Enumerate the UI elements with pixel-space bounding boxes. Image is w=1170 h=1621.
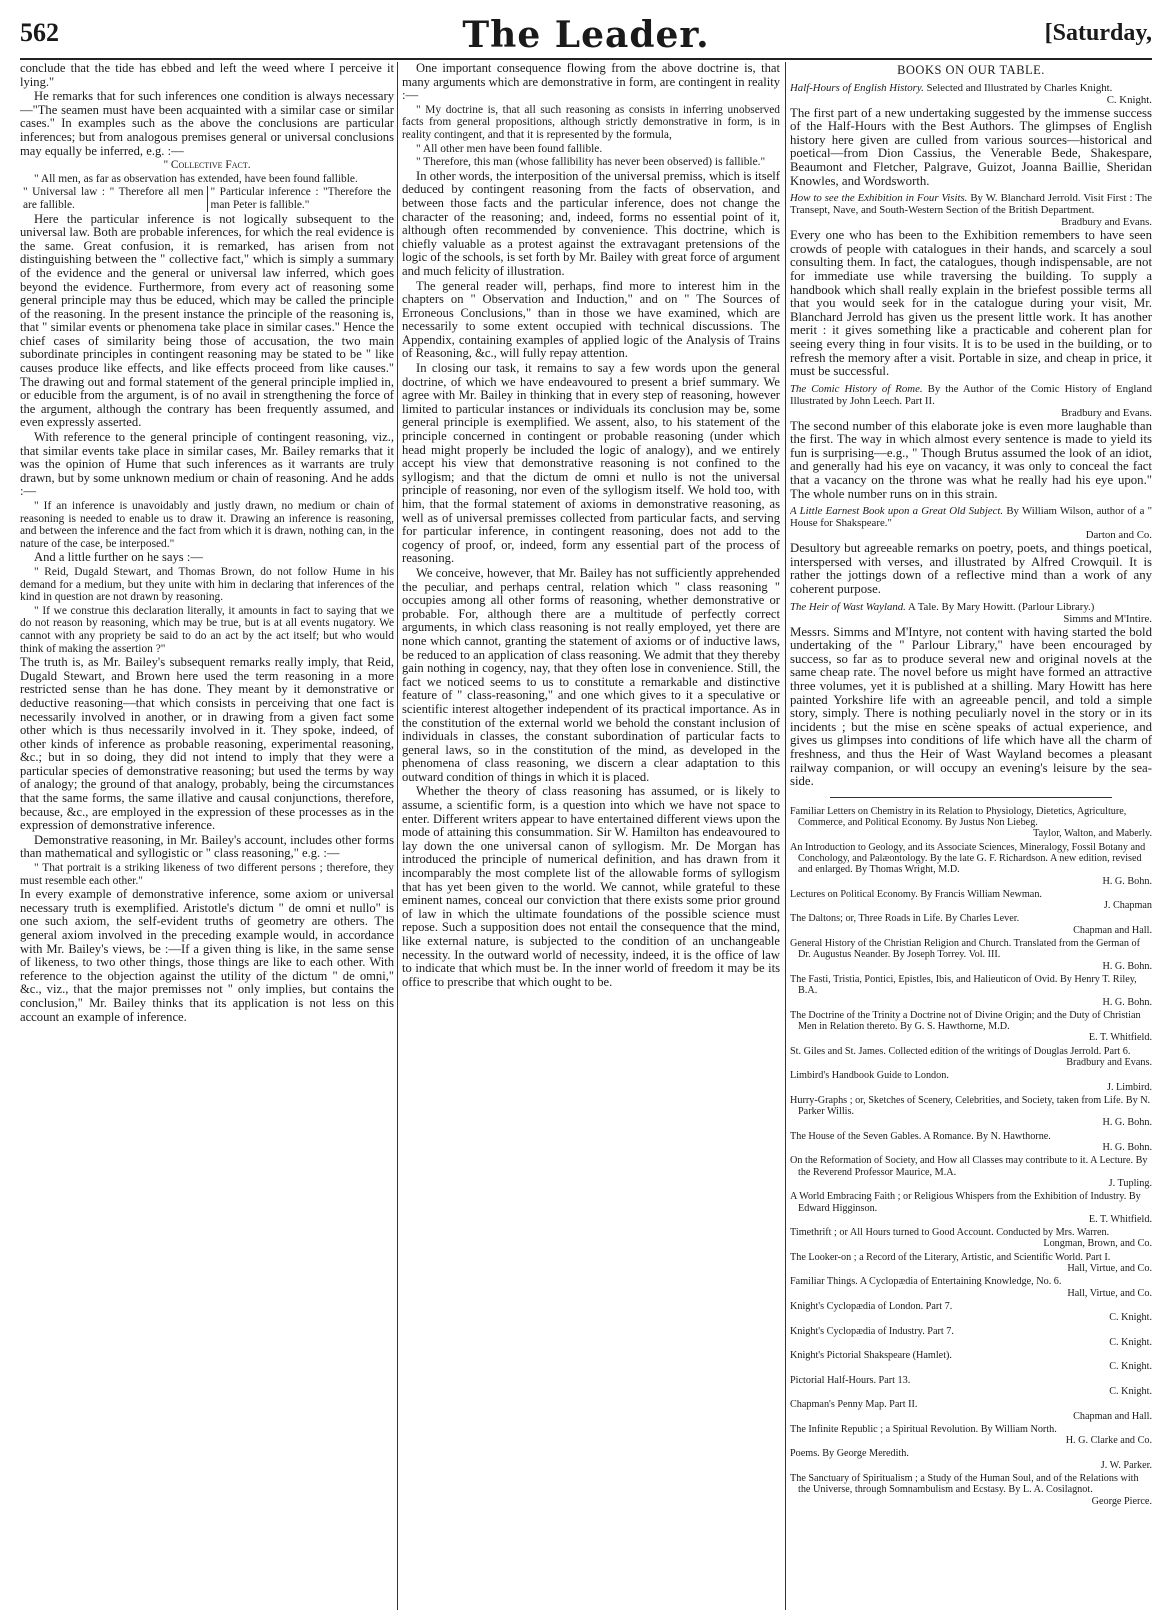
list-item-text: Limbird's Handbook Guide to London.	[790, 1070, 949, 1082]
column-2	[402, 62, 780, 1610]
book-body: Messrs. Simms and M'Intyre, not content with having started the bold undertaking of the " Parlour Library," have been encouraged by success, so far as to produce several new and original novels at the same cheap rate. The novel before us might have formed an attractive three volumes, yet it is published at a shilling. Mary Howitt has here painted Yorkshire life with an agreeable pencil, and told a simple story, simply. There is nothing peculiarly novel in the story or in its incidents ; but the mise en scène speaks of actual experience, and gives us glimpses into conditions of life which have all the charm of freshness, and thus the Heir of Wast Wayland becomes a pleasant railway companion, or will occupy an evening's leisure by the sea-side.	[790, 624, 1152, 789]
list-item-publisher: H. G. Clarke and Co.	[1065, 1435, 1152, 1447]
paragraph: One important consequence flowing from the above doctrine is, that many arguments which are demonstrative in form, are contingent in reality :—	[402, 62, 780, 103]
list-item-publisher: E. T. Whitfield.	[1088, 1032, 1152, 1044]
list-item-publisher: J. Tupling.	[1108, 1177, 1152, 1189]
list-item	[790, 1448, 1152, 1471]
list-item-text: Knight's Cyclopædia of Industry. Part 7.	[790, 1325, 954, 1337]
paragraph: The truth is, as Mr. Bailey's subsequent remarks really imply, that Reid, Dugald Stewart, and Brown here used the term reasoning in a more restricted sense than he has done. They meant by it demonstrative or deductive reasoning—that which consists in perceiving that one fact is necessarily involved in another, or in drawing from a given fact some other which is thus necessarily involved in it. They spoke, indeed, of other kinds of inference as probable reasoning, experimental reasoning, &c.; but in so doing, they did not intend to imply that they were a particular species of demonstrative reasoning; but used the terms by way of analogy; the ground of that analogy, probably, being the circumstances that the same forms, the same illative and causal conjunctions, therefore, because, &c., are employed in the expression of these processes as in the expression of demonstrative inference.	[20, 655, 394, 833]
list-item	[790, 1424, 1152, 1447]
dateline: [Saturday,	[1044, 20, 1152, 46]
two-column-quote	[20, 186, 394, 211]
list-item-text: Poems. By George Meredith.	[790, 1448, 909, 1460]
book-detail: By the Author of the Comic History of England Illustrated by John Leech. Part II.	[790, 382, 1152, 407]
list-item-text: Knight's Cyclopædia of London. Part 7.	[790, 1300, 953, 1312]
list-item-text: A World Embracing Faith ; or Religious Whispers from the Exhibition of Industry. By Edward Higginson.	[790, 1191, 1141, 1214]
quote-heading: " Collective Fact.	[163, 159, 251, 172]
list-item-publisher: H. G. Bohn.	[1102, 875, 1152, 887]
list-item-publisher: E. T. Whitfield.	[1088, 1213, 1152, 1225]
list-item-text: Familiar Things. A Cyclopædia of Entertaining Knowledge, No. 6.	[790, 1276, 1062, 1288]
list-item-text: An Introduction to Geology, and its Associate Sciences, Mineralogy, Fossil Botany and Conchology, and Palæontology. By the late G. F. Richardson. A new edition, revised and enlarged. By Thomas Wright, M.D.	[790, 841, 1146, 876]
list-item-text: Familiar Letters on Chemistry in its Relation to Physiology, Dietetics, Agriculture, Commerce, and Political Economy. By Justus Non Liebeg.	[790, 805, 1127, 829]
paragraph: Whether the theory of class reasoning has assumed, or is likely to assume, a scientific form, is a question into which we have not space to enter. Different writers appear to have entertained different views upon the mode of attaining this consummation. Sir W. Hamilton has endeavoured to lay down the one universal canon of syllogism. Mr. De Morgan has introduced the principle of numerical definition, and has drawn from it incomparably the most complete list of the allowable forms of syllogism that has yet been given to the world. We cannot, while grateful to these eminent names, conceal our conviction that there exists some prior ground of law in which the ultimate foundations of the possible science must repose. Such a supposition does not entail the consequence that the mind, like external nature, is subjected to the condition of an unchangeable necessity. In the outward world of necessity, indeed, it is the office of law to indicate that which must be. In the inner world of freedom it may be its office to prescribe that which ought to be.	[402, 784, 780, 989]
list-item-text: The Infinite Republic ; a Spiritual Revolution. By William North.	[790, 1423, 1057, 1435]
book-detail: A Tale. By Mary Howitt. (Parlour Library.)	[907, 600, 1095, 613]
book-publisher: Bradbury and Evans.	[1061, 216, 1152, 229]
book-review	[790, 505, 1152, 596]
book-publisher: Simms and M'Intire.	[1063, 612, 1152, 625]
list-item	[790, 1326, 1152, 1349]
paragraph: And a little further on he says :—	[34, 550, 203, 565]
list-item-publisher: J. W. Parker.	[1100, 1459, 1152, 1471]
list-item-text: St. Giles and St. James. Collected edition of the writings of Douglas Jerrold. Part 6.	[790, 1045, 1131, 1057]
list-item-text: Pictorial Half-Hours. Part 13.	[790, 1374, 911, 1386]
list-item-publisher: J. Chapman	[1103, 900, 1152, 912]
list-item-publisher: Chapman and Hall.	[1073, 924, 1152, 936]
book-detail: By William Wilson, author of a " House for Shakspeare."	[790, 505, 1152, 530]
page-number: 562	[20, 18, 59, 47]
list-item	[790, 938, 1152, 972]
book-detail: By W. Blanchard Jerrold. Visit First : The Transept, Nave, and South-Western Section of the British Department.	[790, 192, 1152, 217]
list-item	[790, 1473, 1152, 1507]
list-item-publisher: George Pierce.	[1091, 1495, 1152, 1507]
book-title: The Heir of Wast Wayland.	[790, 600, 906, 613]
list-item-publisher: J. Limbird.	[1107, 1081, 1152, 1093]
quote: " If an inference is unavoidably and justly drawn, no medium or chain of reasoning is needed to enable us to draw it. Drawing an inference is reasoning, and between the inference and the fact from which it is drawn, nothing can, in the nature of the case, be interposed."	[20, 500, 394, 550]
paragraph: He remarks that for such inferences one condition is always necessary—"The seamen must have been acquainted with a similar case or similar cases." In examples such as the above the conclusions are particular inferences; but from analogous premises general or universal conclusions may equally be inferred, e.g. :—	[20, 89, 394, 158]
list-item-text: Knight's Pictorial Shakspeare (Hamlet).	[790, 1350, 952, 1362]
list-item-publisher: H. G. Bohn.	[1102, 960, 1152, 972]
book-detail: Selected and Illustrated by Charles Knight.	[926, 81, 1113, 94]
quote: " My doctrine is, that all such reasoning as consists in inferring unobserved facts from general propositions, although strictly demonstrative in form, is in reality contingent, and that it is represented by the formula,	[402, 103, 780, 141]
list-item-publisher: H. G. Bohn.	[1102, 996, 1152, 1008]
masthead-title: The Leader.	[462, 14, 710, 56]
list-item-text: Timethrift ; or All Hours turned to Good Account. Conducted by Mrs. Warren.	[790, 1227, 1110, 1239]
book-publisher: Bradbury and Evans.	[1061, 406, 1152, 419]
list-item	[790, 842, 1152, 887]
book-title: Half-Hours of English History.	[790, 81, 924, 94]
column-1	[20, 62, 394, 1610]
particular-inference-box: " Particular inference : "Therefore the man Peter is fallible."	[207, 186, 395, 211]
list-item	[790, 1350, 1152, 1373]
list-item	[790, 1191, 1152, 1225]
list-item-publisher: Hall, Virtue, and Co.	[1067, 1263, 1152, 1275]
quote: " All other men have been found fallible.	[416, 142, 603, 155]
list-item-publisher: C. Knight.	[1109, 1312, 1152, 1324]
paragraph: Demonstrative reasoning, in Mr. Bailey's account, includes other forms than mathematical and syllogistic or " class reasoning," e.g. :—	[20, 832, 394, 861]
paragraph: We conceive, however, that Mr. Bailey has not sufficiently apprehended the peculiar, and perhaps central, relation which " class reasoning " occupies among all other forms of reasoning, whether demonstrative or probable. For, although there are a multitude of perfectly correct arguments, in which class reasoning is not really employed, yet there are none which cannot, granting the statement of axioms or of inductive laws, be reduced to an application of class reasoning. We admit that they thereby gain nothing in cogency, nay, that they often lose in convenience. Still, the fact we noticed seems to us to constitute a remarkable and distinctive feature of " class-reasoning," and one which gives to it a speculative or scientific interest altogether independent of its practical importance. As in the constitution of the external world we behold the constant inclusion of individuals in classes, the constant subordination of particular facts to general laws, so in the constitution of the mind, as developed in the phenomena of class reasoning, we discern a clear adaptation to this outward condition of things in which it is placed.	[402, 565, 780, 784]
list-item-publisher: C. Knight.	[1109, 1386, 1152, 1397]
list-item-publisher: Taylor, Walton, and Maberly.	[1033, 828, 1152, 840]
book-publisher: Darton and Co.	[1085, 529, 1152, 542]
list-item-publisher: H. G. Bohn.	[1102, 1117, 1152, 1129]
book-review	[790, 82, 1152, 189]
paragraph: In every example of demonstrative inference, some axiom or universal necessary truth is exemplified. Aristotle's dictum " de omni et nullo" is one such axiom, the self-evident truths of geometry are others. The general axiom involved in the preceding example would, in accordance with Mr. Bailey's views, be :—If a given thing is like, in the same sense of likeness, to two other things, those things are like to each other. With reference to the objection against the utility of the dictum " de omni," &c., viz., that the major premisses not " only implies, but contains the conclusion," Mr. Bailey thinks that its application is not less on this account an example of inference.	[20, 887, 394, 1024]
list-item-text: Hurry-Graphs ; or, Sketches of Scenery, Celebrities, and Society, taken from Life. By N. Parker Willis.	[790, 1094, 1151, 1118]
book-body: The first part of a new undertaking suggested by the immense success of the Half-Hours with the Best Authors. The glimpses of English history here given are culled from various sources—historical and poetical—from Dion Cassius, the Venerable Bede, Shakespare, Beaumont and Fletcher, Palgrave, Guizot, Joanna Baillie, Sheridan Knowles, and Wordsworth.	[790, 105, 1152, 188]
page-header	[20, 14, 1152, 56]
column-divider	[397, 62, 398, 1610]
book-publisher: C. Knight.	[1106, 93, 1152, 106]
book-review	[790, 192, 1152, 379]
books-received-list	[790, 806, 1152, 1507]
list-item	[790, 806, 1152, 840]
header-rule	[20, 58, 1152, 60]
list-item-publisher: C. Knight.	[1109, 1361, 1152, 1373]
list-item	[790, 1276, 1152, 1299]
book-body: Every one who has been to the Exhibition remembers to have seen crowds of people with catalogues in their hands, and scarcely a soul consulting them. In fact, the catalogues, though indispensable, are not for immediate use while traversing the building. To supply a handbook which shall really explain in the briefest possible terms all that you would seek for in the catalogue during your visit, Mr. Blanchard Jerrold has given us the present little work. It has another merit : it gives something like a practicable and coherent plan for seeing every thing in four visits. It is to be used in the building, or to refresh the memory after a visit. Portable in size, and cheap in price, it must be successful.	[790, 228, 1152, 379]
list-item-text: The Fasti, Tristia, Pontici, Epistles, Ibis, and Halieuticon of Ovid. By Henry T. Riley, B.A.	[790, 973, 1137, 997]
book-title: How to see the Exhibition in Four Visits.	[790, 192, 968, 205]
book-body: The second number of this elaborate joke is even more laughable than the first. The way in which almost every sentence is made to yield its fun is surprising—e.g., " Though Brutus assumed the look of an idiot, and generally had his eye on vacancy, it was only to conceal the fact that a vacancy on the throne was what he really had his eye upon." The whole number runs on in this strain.	[790, 418, 1152, 501]
paragraph: With reference to the general principle of contingent reasoning, viz., that similar events take place in similar cases, Mr. Bailey remarks that it was the opinion of Hume that such inferences as it warrants are truly drawn, but by some unknown medium or chain of reasoning. And he adds :—	[20, 430, 394, 499]
list-item	[790, 1070, 1152, 1093]
list-item	[790, 1399, 1152, 1422]
list-item	[790, 1046, 1152, 1069]
column-3	[790, 62, 1152, 1610]
column-divider	[785, 62, 786, 1610]
list-item	[790, 1095, 1152, 1129]
book-title: The Comic History of Rome.	[790, 382, 923, 395]
paragraph: The general reader will, perhaps, find more to interest him in the chapters on " Observation and Induction," and on " The Sources of Erroneous Conclusions," than in those we have examined, which are necessarily to some extent occupied with technical discussions. The Appendix, containing examples of applied logic of the Analysis of Trains of Reasoning, &c., will fully repay attention.	[402, 278, 780, 361]
list-item-text: The Sanctuary of Spiritualism ; a Study of the Human Soul, and of the Relations with the Universe, through Somnambulism and Ecstasy. By L. A. Cosilagnot.	[790, 1473, 1139, 1496]
list-item	[790, 1227, 1152, 1250]
paragraph: conclude that the tide has ebbed and left the weed where I perceive it lying."	[20, 62, 394, 89]
book-body: Desultory but agreeable remarks on poetry, poets, and things poetical, interspersed with verses, and illustrated by Alfred Crowquil. It is rather the jottings down of a reflective mind than a work of any coherent purpose.	[790, 541, 1152, 597]
list-item-publisher: H. G. Bohn.	[1102, 1142, 1152, 1154]
list-item	[790, 913, 1152, 936]
list-item	[790, 1155, 1152, 1189]
list-item-publisher: Longman, Brown, and Co.	[1043, 1238, 1152, 1250]
quote: " If we construe this declaration literally, it amounts in fact to saying that we do not reason by reasoning, which may be true, but is at all events nugatory. We cannot with any propriety be said to do an act by the act itself; but who would think of making the assertion ?"	[20, 604, 394, 655]
list-item-text: Chapman's Penny Map. Part II.	[790, 1399, 918, 1411]
list-item	[790, 889, 1152, 912]
list-item-text: The Daltons; or, Three Roads in Life. By Charles Lever.	[790, 913, 1020, 925]
paragraph: In closing our task, it remains to say a few words upon the general doctrine, of which we have endeavoured to present a brief summary. We agree with Mr. Bailey in thinking that in every step of reasoning, however limited to particular instances or individuals its conclusion may be, some general principle is exemplified. We assent, also, to his statement of the principle concerned in contingent or probable reasoning (under which head might properly be included the logic of analogy), and we entirely accept his view that demonstrative reasoning is not confined to the syllogism; and that the dictum de omni et nullo is not the universal principle of reasoning, nor even of the syllogism itself. We hold too, with him, that the formal statement of axioms in demonstrative reasoning, as well as of universal premisses collected from particular facts, and serving for particular inference, in contingent reasoning, does not add to the cogency of proof, or, indeed, form any essential part of the process of reasoning.	[402, 361, 780, 566]
list-item-publisher: Chapman and Hall.	[1073, 1410, 1152, 1422]
list-item-text: The Doctrine of the Trinity a Doctrine not of Divine Origin; and the Duty of Christian Men in Relation thereto. By G. S. Hawthorne, M.D.	[790, 1009, 1141, 1033]
list-item	[790, 1301, 1152, 1324]
paragraph: Here the particular inference is not logically subsequent to the universal law. Both are probable inferences, for which the real evidence is the same. Great confusion, it is remarked, has arisen from not distinguishing between the " collective fact," which is simply a summary of the evidence and the general or universal law inferred, which goes beyond the evidence. Furthermore, from every act of reasoning some general principle may thus be educed, which may be called the principle of the reasoning. In the present instance the principle of the reasoning is, that " similar events or phenomena take place in similar cases." Hence the chief cases of similarity being those of accusation, the two main subordinate principles in contingent reasoning may be stated to be " like causes produce like effects, and like effects proceed from like causes." The drawing out and formal statement of the general principle implied in, or educible from the argument, is of no avail in strengthening the force of the argument, although the contrary has been frequently assumed, and even expressly asserted.	[20, 211, 394, 430]
list-item	[790, 1375, 1152, 1398]
book-review	[790, 383, 1152, 502]
list-item-text: On the Reformation of Society, and How all Classes may contribute to it. A Lecture. By the Reverend Professor Maurice, M.A.	[790, 1155, 1148, 1178]
list-item	[790, 974, 1152, 1008]
quote: " Reid, Dugald Stewart, and Thomas Brown, do not follow Hume in his demand for a medium, but they unite with him in declaring that inferences of the kind in question are not drawn by reasoning.	[20, 565, 394, 604]
list-item-text: Lectures on Political Economy. By Francis William Newman.	[790, 888, 1042, 900]
book-title: A Little Earnest Book upon a Great Old Subject.	[790, 505, 1004, 518]
list-item-publisher: C. Knight.	[1109, 1336, 1152, 1348]
list-item	[790, 1010, 1152, 1044]
quote: " All men, as far as observation has extended, have been found fallible.	[34, 172, 358, 185]
list-item-text: The Looker-on ; a Record of the Literary, Artistic, and Scientific World. Part I.	[790, 1251, 1111, 1263]
quote: " Therefore, this man (whose fallibility has never been observed) is fallible."	[416, 156, 766, 169]
book-review	[790, 601, 1152, 789]
section-rule	[830, 797, 1112, 798]
list-item	[790, 1252, 1152, 1275]
list-item	[790, 1131, 1152, 1154]
list-item-text: The House of the Seven Gables. A Romance. By N. Hawthorne.	[790, 1130, 1051, 1142]
universal-law-box: " Universal law : " Therefore all men are fallible.	[23, 186, 204, 211]
list-item-publisher: Bradbury and Evans.	[1066, 1056, 1152, 1068]
section-heading: BOOKS ON OUR TABLE.	[897, 63, 1045, 77]
quote: " That portrait is a striking likeness of two different persons ; therefore, they must resemble each other."	[20, 862, 394, 887]
list-item-publisher: Hall, Virtue, and Co.	[1067, 1287, 1152, 1299]
paragraph: In other words, the interposition of the universal premiss, which is itself deduced by contingent reasoning from the facts of observation, and between those facts and the particular inference, does not change the character of the reasoning; and, indeed, forms no essential point of it, although often recommended by convenience. This doctrine, which is chiefly valuable as a protest against the extravagant pretensions of the logic of the schools, is set forth by Mr. Bailey with great force of argument and much felicity of illustration.	[402, 168, 780, 278]
list-item-text: General History of the Christian Religion and Church. Translated from the German of Dr. Augustus Neander. By Joseph Torrey. Vol. III.	[790, 938, 1140, 961]
